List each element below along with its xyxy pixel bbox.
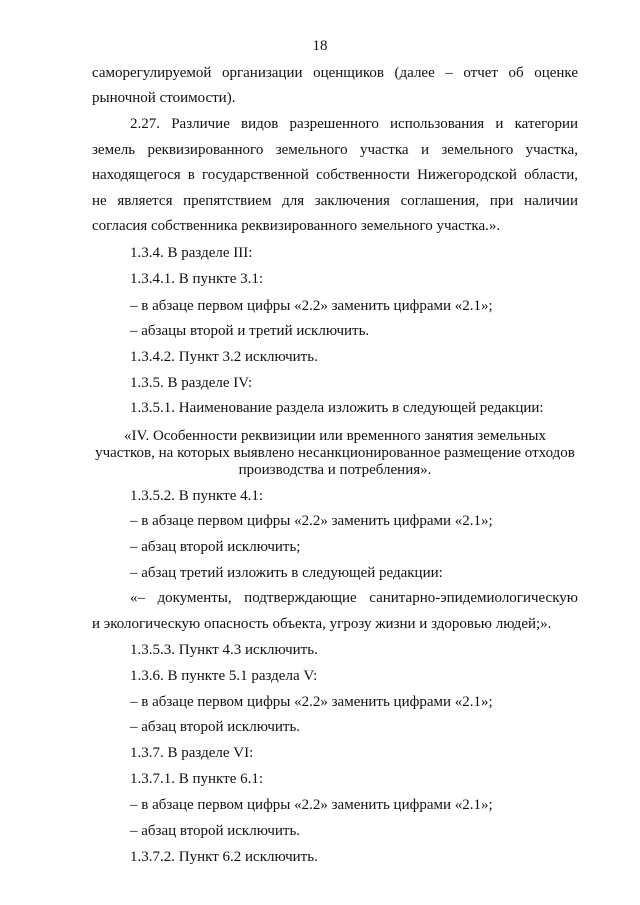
text-line: 2.27. Различие видов разрешенного использования и категории xyxy=(130,116,578,132)
text-line: 1.3.4. В разделе III: xyxy=(130,245,253,261)
text-line: рыночной стоимости). xyxy=(92,90,236,106)
text-line: – абзац второй исключить. xyxy=(130,823,301,839)
text-line: – в абзаце первом цифры «2.2» заменить цифрами «2.1»; xyxy=(130,513,493,529)
text-line: – абзац третий изложить в следующей редакции: xyxy=(130,565,443,581)
text-line: – абзацы второй и третий исключить. xyxy=(130,323,370,339)
text-line: – абзац второй исключить. xyxy=(130,719,301,735)
text-line: 1.3.7. В разделе VI: xyxy=(130,745,254,761)
text-line: 1.3.7.2. Пункт 6.2 исключить. xyxy=(130,849,318,865)
text-line: – в абзаце первом цифры «2.2» заменить цифрами «2.1»; xyxy=(130,797,493,813)
text-line: 1.3.7.1. В пункте 6.1: xyxy=(130,771,264,787)
text-line: земель реквизированного земельного участка и земельного участка, xyxy=(92,142,578,158)
page-number: 18 xyxy=(312,38,328,54)
text-line: «– документы, подтверждающие санитарно-эпидемиологическую xyxy=(130,590,578,606)
text-line: – в абзаце первом цифры «2.2» заменить цифрами «2.1»; xyxy=(130,694,493,710)
text-line: находящегося в государственной собственности Нижегородской области, xyxy=(92,167,578,183)
text-line: не является препятствием для заключения соглашения, при наличии xyxy=(92,193,578,209)
text-line: 1.3.5.2. В пункте 4.1: xyxy=(130,488,264,504)
text-line: 1.3.6. В пункте 5.1 раздела V: xyxy=(130,668,318,684)
section-title-line: «IV. Особенности реквизиции или временного занятия земельных xyxy=(124,428,546,444)
text-line: 1.3.5.1. Наименование раздела изложить в следующей редакции: xyxy=(130,400,544,416)
text-line: и экологическую опасность объекта, угрозу жизни и здоровью людей;». xyxy=(92,616,552,632)
text-line: 1.3.5.3. Пункт 4.3 исключить. xyxy=(130,642,318,658)
text-line: 1.3.4.2. Пункт 3.2 исключить. xyxy=(130,349,318,365)
section-title-line: производства и потребления». xyxy=(238,462,432,478)
section-title-line: участков, на которых выявлено несанкционированное размещение отходов xyxy=(95,445,575,461)
text-line: 1.3.4.1. В пункте 3.1: xyxy=(130,271,264,287)
text-line: саморегулируемой организации оценщиков (далее – отчет об оценке xyxy=(92,65,578,81)
text-line: согласия собственника реквизированного земельного участка.». xyxy=(92,218,501,234)
text-line: – абзац второй исключить; xyxy=(130,539,301,555)
text-line: 1.3.5. В разделе IV: xyxy=(130,375,253,391)
text-line: – в абзаце первом цифры «2.2» заменить цифрами «2.1»; xyxy=(130,298,493,314)
